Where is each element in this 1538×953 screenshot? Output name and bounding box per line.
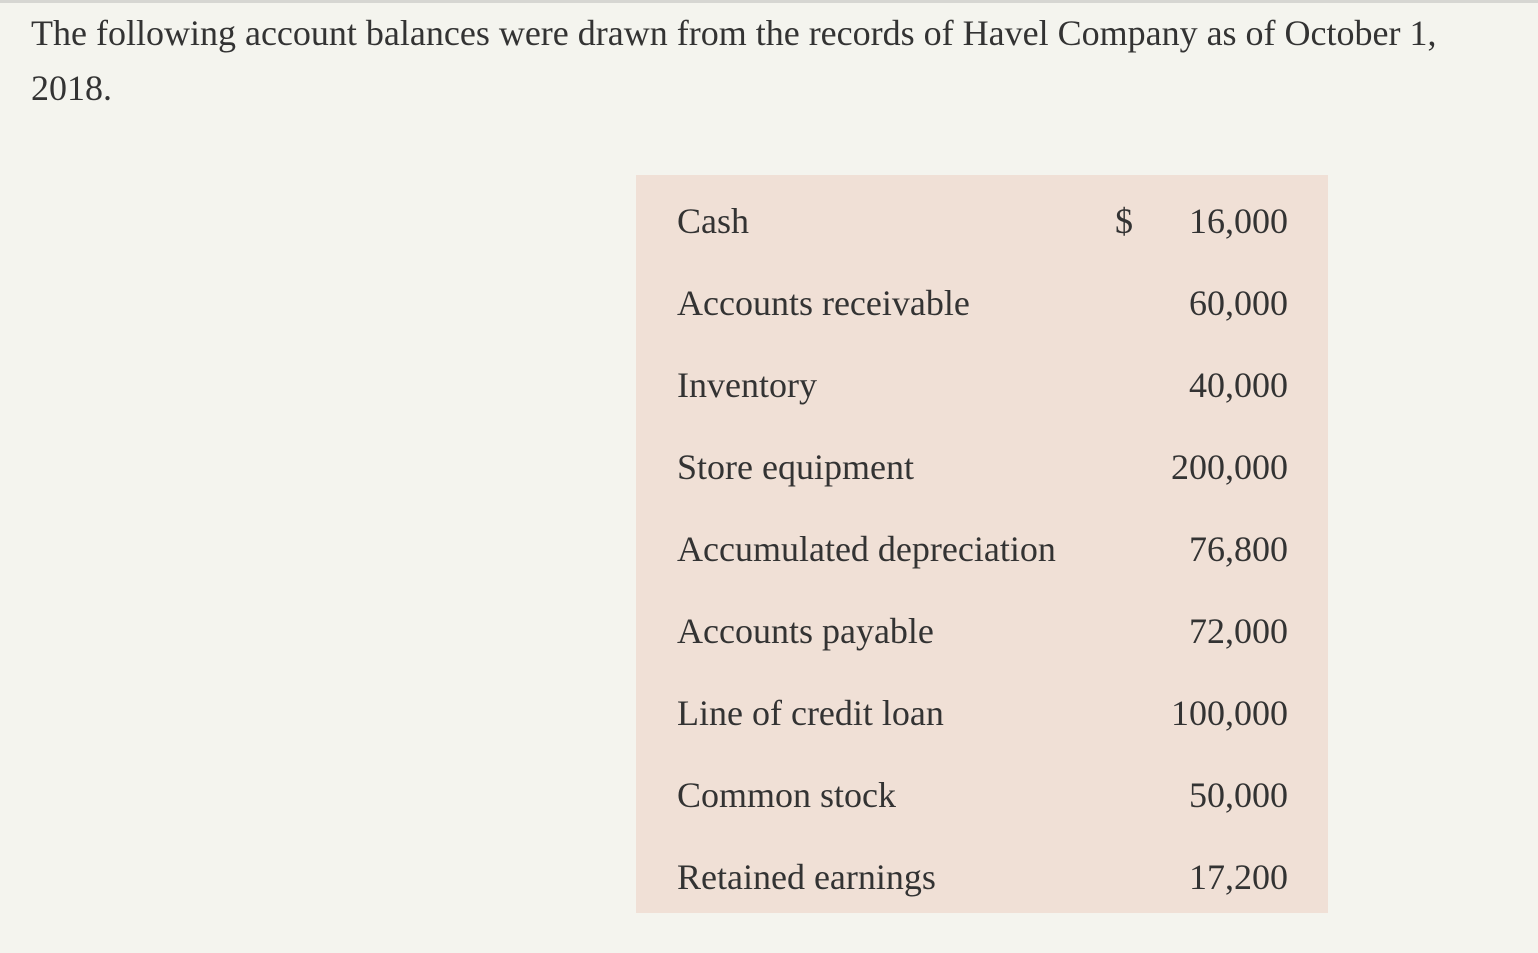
account-amount: 72,000 xyxy=(1189,611,1288,651)
table-row xyxy=(636,503,1328,585)
table-row xyxy=(636,339,1328,421)
table-row xyxy=(636,257,1328,339)
table-row xyxy=(636,831,1328,913)
intro-paragraph: The following account balances were drawn from the records of Havel Company as of October 1, 2018. xyxy=(31,13,1437,108)
account-amount: 76,800 xyxy=(1189,529,1288,569)
table-row xyxy=(636,749,1328,831)
account-name: Common stock xyxy=(677,775,897,815)
account-name: Retained earnings xyxy=(677,857,936,897)
account-name: Cash xyxy=(677,201,749,241)
account-amount: 17,200 xyxy=(1189,857,1288,897)
account-name: Store equipment xyxy=(677,447,914,487)
account-name: Accumulated depreciation xyxy=(677,529,1056,569)
account-balances-table xyxy=(636,175,1328,913)
account-amount: 200,000 xyxy=(1171,447,1288,487)
table-row xyxy=(636,667,1328,749)
account-amount: 100,000 xyxy=(1171,693,1288,733)
account-amount: 16,000 xyxy=(1189,201,1288,241)
account-name: Accounts receivable xyxy=(677,283,970,323)
currency-symbol: $ xyxy=(1115,201,1133,241)
top-divider xyxy=(0,0,1538,3)
table-row xyxy=(636,585,1328,667)
account-amount: 50,000 xyxy=(1189,775,1288,815)
account-amount: 40,000 xyxy=(1189,365,1288,405)
account-name: Inventory xyxy=(677,365,817,405)
account-name: Accounts payable xyxy=(677,611,934,651)
account-name: Line of credit loan xyxy=(677,693,944,733)
table-row xyxy=(636,175,1328,257)
table-row xyxy=(636,421,1328,503)
account-amount: 60,000 xyxy=(1189,283,1288,323)
